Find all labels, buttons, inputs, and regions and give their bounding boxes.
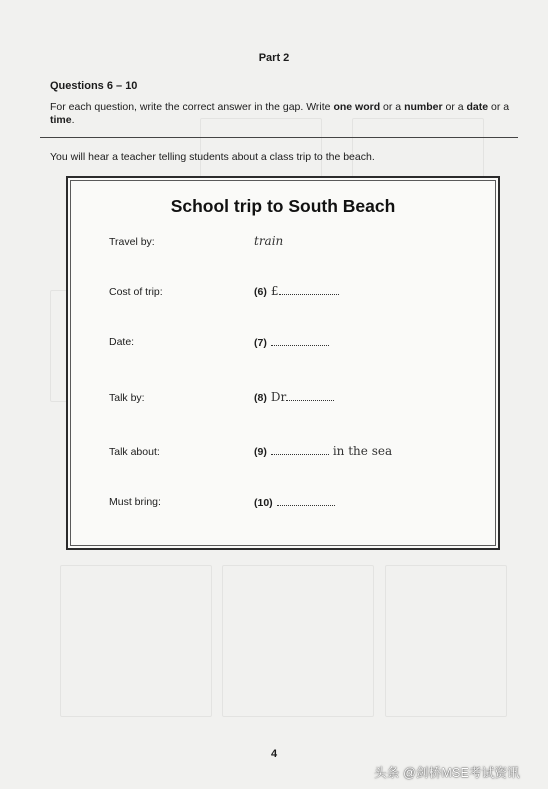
form-title: School trip to South Beach — [170, 196, 396, 216]
divider — [40, 137, 518, 138]
instruction-text: or a — [380, 101, 405, 113]
question-number: (7) — [254, 337, 267, 349]
answer-gap-7[interactable] — [271, 336, 329, 346]
form-label-date: Date: — [109, 336, 135, 348]
instruction-text: or a — [488, 101, 510, 113]
notes-form — [66, 176, 500, 550]
instruction-text: . — [71, 114, 75, 126]
answer-example-text: train — [254, 234, 284, 248]
show-through-artefact — [60, 565, 212, 717]
instruction-bold-one-word: one word — [333, 101, 381, 113]
show-through-artefact — [222, 565, 374, 717]
page-number: 4 — [270, 748, 278, 760]
question-number: (6) — [254, 286, 267, 298]
title-prefix: Dr — [270, 390, 287, 404]
answer-8 — [254, 390, 334, 404]
answer-7 — [254, 336, 329, 349]
part-label: Part 2 — [258, 52, 290, 64]
answer-9 — [254, 444, 392, 458]
show-through-artefact — [385, 565, 507, 717]
instruction-text: or a — [442, 101, 467, 113]
answer-gap-9[interactable] — [271, 445, 329, 455]
instruction-bold-date: date — [466, 101, 489, 113]
answer-gap-8[interactable] — [286, 391, 334, 401]
watermark: 头条 @剑桥MSE考试资讯 — [374, 766, 520, 780]
question-number: (10) — [254, 497, 273, 509]
answer-suffix: in the sea — [332, 444, 393, 458]
instruction-text: For each question, write the correct answer in the gap. Write — [50, 101, 334, 113]
question-number: (9) — [254, 446, 267, 458]
form-label-talk-by: Talk by: — [109, 392, 145, 404]
answer-gap-10[interactable] — [277, 496, 335, 506]
intro-text: You will hear a teacher telling students about a class trip to the beach. — [50, 151, 375, 163]
answer-travel — [254, 234, 283, 248]
questions-heading: Questions 6 – 10 — [50, 80, 138, 92]
form-label-talk-about: Talk about: — [109, 446, 160, 458]
instructions — [50, 101, 512, 127]
form-label-travel: Travel by: — [109, 236, 155, 248]
form-label-must-bring: Must bring: — [109, 496, 161, 508]
instruction-bold-time: time — [50, 114, 72, 126]
answer-10 — [254, 496, 335, 509]
answer-6 — [254, 284, 339, 298]
question-number: (8) — [254, 392, 267, 404]
instruction-bold-number: number — [404, 101, 443, 113]
form-label-cost: Cost of trip: — [109, 286, 163, 298]
answer-gap-6[interactable] — [279, 285, 339, 295]
currency-prefix: £ — [270, 284, 279, 298]
